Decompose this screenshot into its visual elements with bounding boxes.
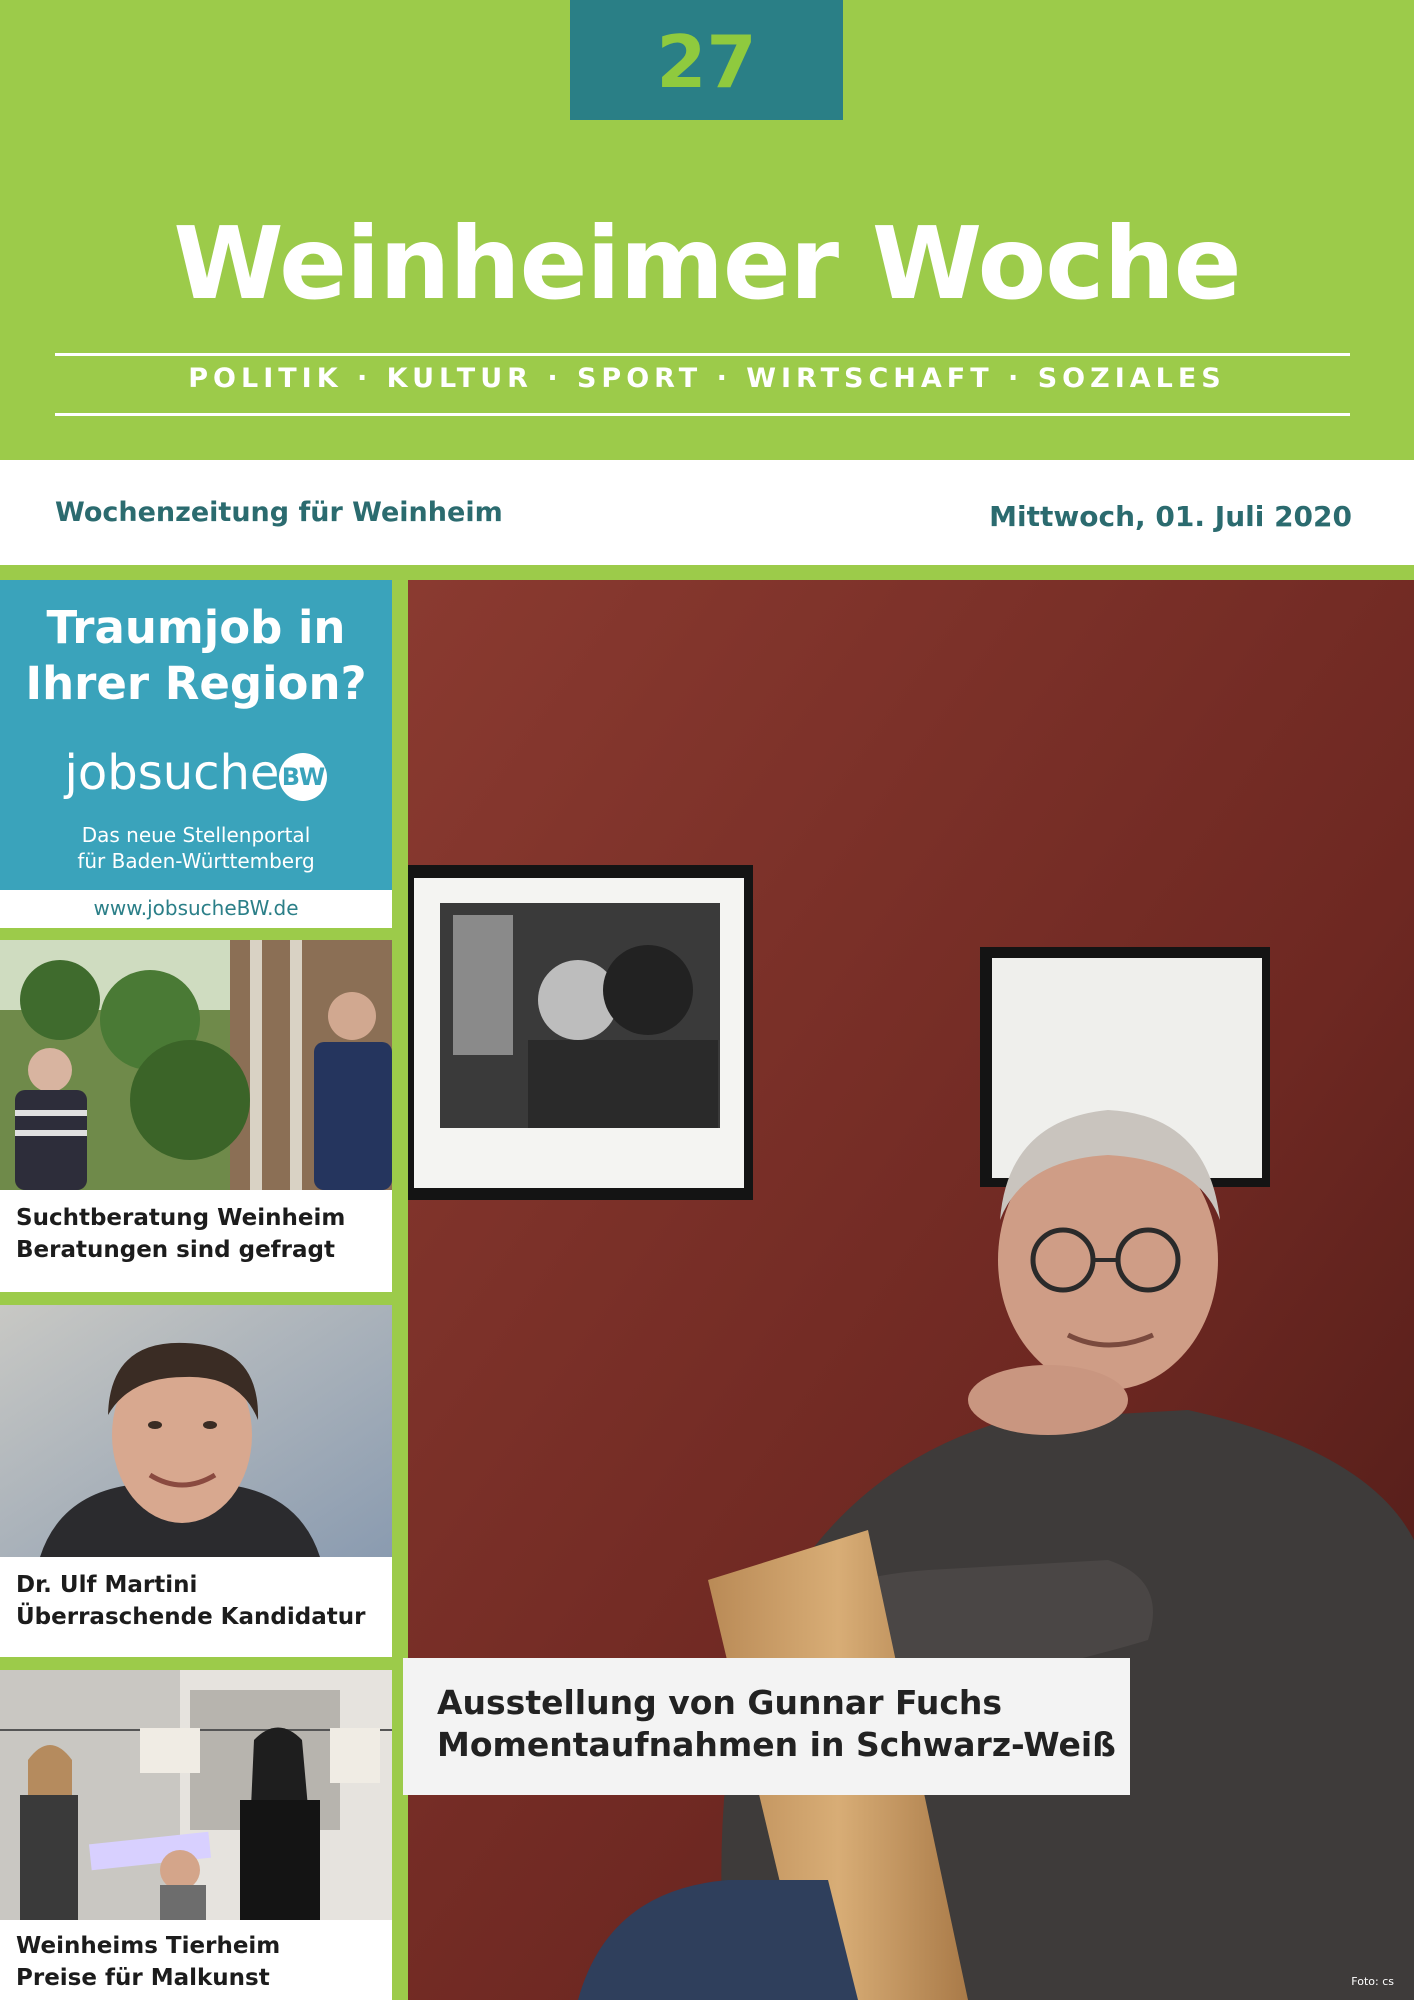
main-story-title: Ausstellung von Gunnar Fuchs [437,1683,1003,1722]
teaser-photo-tierheim[interactable] [0,1670,392,1920]
job-ad-headline [0,600,392,712]
teaser-caption-tierheim[interactable] [0,1920,392,2000]
teaser-subtitle: Beratungen sind gefragt [16,1237,335,1263]
job-ad-url-link[interactable]: www.jobsucheBW.de [93,896,299,920]
main-story-headline[interactable] [437,1682,1116,1766]
tagline: Wochenzeitung für Weinheim [55,497,503,528]
section-list: POLITIK · KULTUR · SPORT · WIRTSCHAFT · SOZIALES [188,363,1226,394]
teaser-caption-suchtberatung[interactable] [0,1190,392,1292]
teaser-photo-suchtberatung[interactable] [0,940,392,1190]
teaser-title: Weinheims Tierheim [16,1933,281,1959]
photo-credit: Foto: cs [1351,1975,1394,1988]
job-ad-headline-line1: Traumjob in [46,601,346,654]
issue-number-box: 27 [570,0,843,120]
masthead-rule-top [55,353,1350,356]
newspaper-title: Weinheimer Woche [173,205,1241,322]
teaser-subtitle: Überraschende Kandidatur [16,1604,366,1630]
teaser-photo-martini[interactable] [0,1305,392,1557]
teaser-subtitle: Preise für Malkunst [16,1965,270,1991]
masthead-rule-bottom [55,413,1350,416]
teaser-title: Suchtberatung Weinheim [16,1205,346,1231]
job-ad-subtitle-line2: für Baden-Württemberg [77,849,315,873]
job-ad-headline-line2: Ihrer Region? [25,657,367,710]
teaser-title: Dr. Ulf Martini [16,1572,198,1598]
main-story-subtitle: Momentaufnahmen in Schwarz-Weiß [437,1725,1116,1764]
teaser-caption-martini[interactable] [0,1557,392,1657]
job-ad-subtitle-line1: Das neue Stellenportal [81,823,311,847]
jobsuche-logo-text: jobsuche [64,745,280,801]
bw-badge-icon: BW [279,753,327,801]
issue-date: Mittwoch, 01. Juli 2020 [989,500,1352,533]
job-ad-subtitle [0,822,392,874]
jobsuche-logo [0,745,392,801]
